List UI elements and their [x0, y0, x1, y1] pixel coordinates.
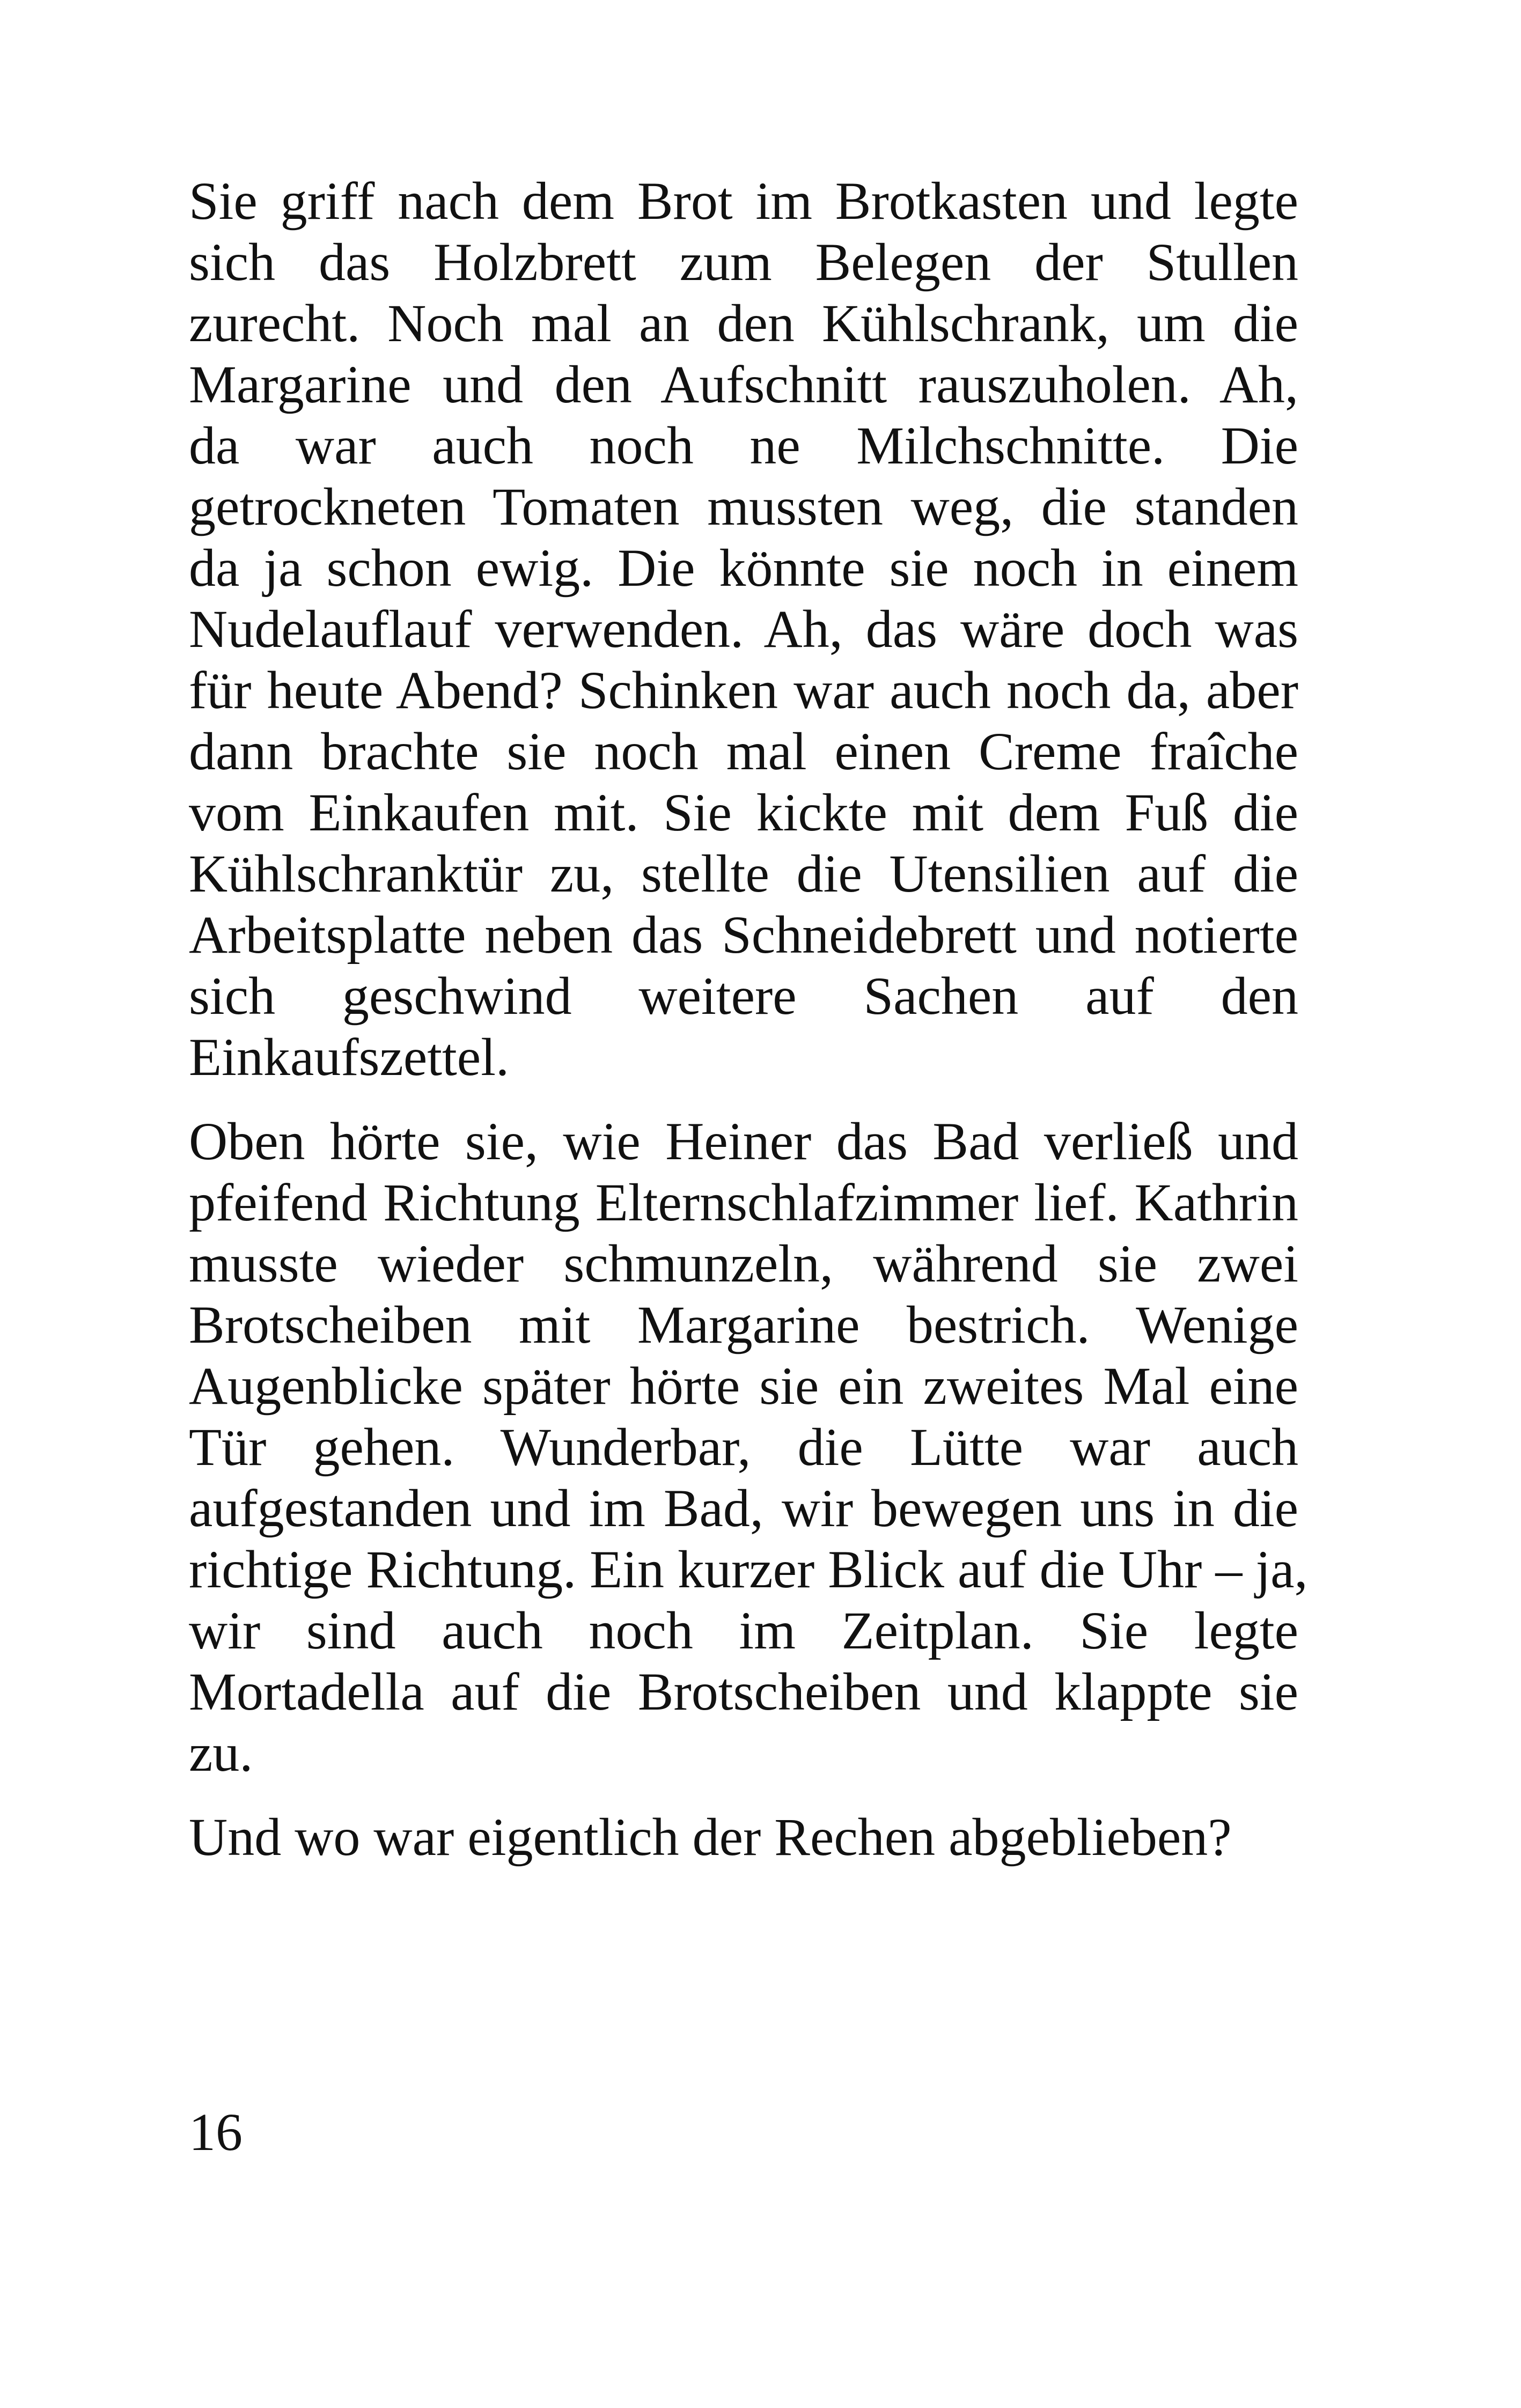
paragraph-1: [189, 171, 1298, 1088]
paragraph-3: [189, 1807, 1298, 1868]
text-line: musste wieder schmunzeln, während sie zwei: [189, 1234, 1298, 1293]
text-line: dann brachte sie noch mal einen Creme fraîche: [189, 721, 1298, 781]
text-line: richtige Richtung. Ein kurzer Blick auf die Uhr – ja,: [189, 1540, 1308, 1599]
text-line: für heute Abend? Schinken war auch noch da, aber: [189, 660, 1298, 720]
text-line: getrockneten Tomaten mussten weg, die standen: [189, 477, 1298, 536]
text-line: Nudelauflauf verwenden. Ah, das wäre doch was: [189, 599, 1298, 659]
body-text: [189, 171, 1308, 1868]
text-line: da ja schon ewig. Die könnte sie noch in einem: [189, 538, 1298, 598]
text-line: Kühlschranktür zu, stellte die Utensilien auf die: [189, 844, 1298, 903]
text-line: zu.: [189, 1723, 253, 1783]
text-line: vom Einkaufen mit. Sie kickte mit dem Fuß die: [189, 783, 1298, 842]
text-line: zurecht. Noch mal an den Kühlschrank, um die: [189, 293, 1298, 353]
text-line: Und wo war eigentlich der Rechen abgeblieben?: [189, 1807, 1232, 1867]
text-line: Mortadella auf die Brotscheiben und klappte sie: [189, 1662, 1298, 1721]
text-line: Brotscheiben mit Margarine bestrich. Wenige: [189, 1295, 1298, 1354]
text-line: da war auch noch ne Milchschnitte. Die: [189, 416, 1298, 475]
text-line: aufgestanden und im Bad, wir bewegen uns in die: [189, 1478, 1298, 1538]
text-line: Arbeitsplatte neben das Schneidebrett und notierte: [189, 905, 1298, 964]
text-line: Augenblicke später hörte sie ein zweites Mal eine: [189, 1356, 1298, 1416]
page-number: 16: [189, 2102, 243, 2162]
paragraph-2: [189, 1111, 1308, 1784]
text-line: pfeifend Richtung Elternschlafzimmer lief. Kathrin: [189, 1173, 1298, 1232]
text-line: wir sind auch noch im Zeitplan. Sie legte: [189, 1601, 1298, 1660]
text-line: Einkaufszettel.: [189, 1027, 509, 1087]
text-line: sich geschwind weitere Sachen auf den: [189, 966, 1298, 1026]
text-line: Margarine und den Aufschnitt rauszuholen. Ah,: [189, 355, 1298, 414]
text-line: Oben hörte sie, wie Heiner das Bad verließ und: [189, 1111, 1298, 1171]
text-line: sich das Holzbrett zum Belegen der Stullen: [189, 232, 1298, 292]
text-line: Tür gehen. Wunderbar, die Lütte war auch: [189, 1417, 1298, 1477]
text-line: Sie griff nach dem Brot im Brotkasten und legte: [189, 171, 1298, 231]
